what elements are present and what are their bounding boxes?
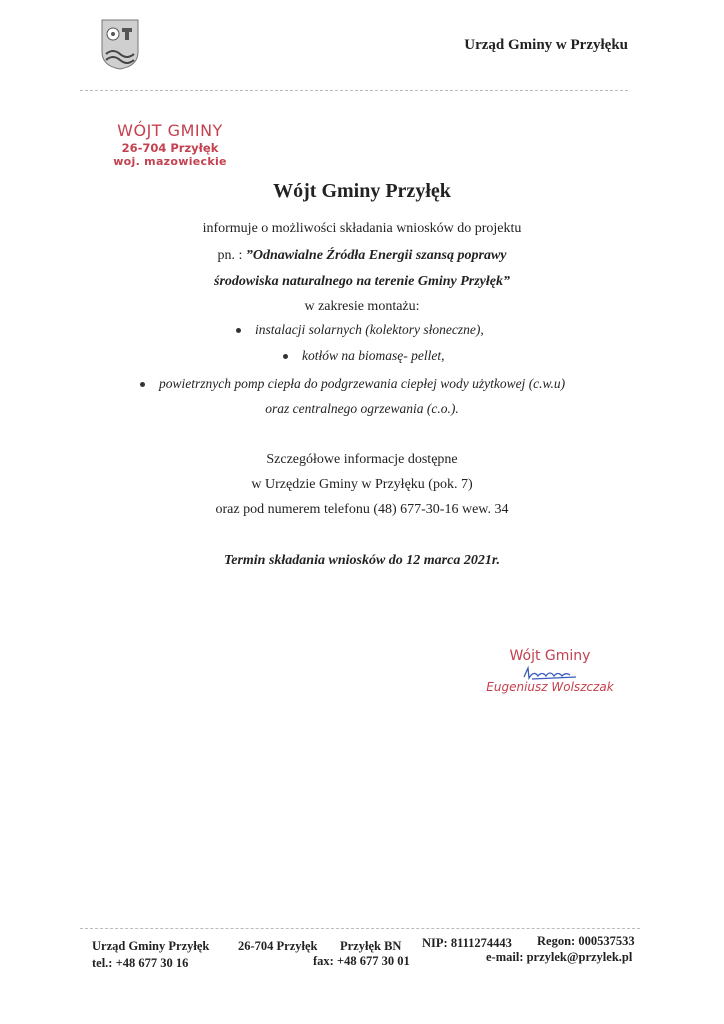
details-line-1: Szczegółowe informacje dostępne <box>266 452 458 467</box>
footer-fax: fax: +48 677 30 01 <box>313 954 410 968</box>
list-item: instalacji solarnych (kolektory słoneczne), <box>236 322 484 338</box>
signatory-name: Eugeniusz Wolszczak <box>486 680 614 694</box>
notice-intro: informuje o możliwości składania wniosków do projektu <box>202 221 522 236</box>
footer-phone: tel.: +48 677 30 16 <box>92 956 189 970</box>
stamp-region: woj. mazowieckie <box>113 155 227 168</box>
list-item: kotłów na biomasę- pellet, <box>283 348 444 364</box>
footer-divider <box>80 928 640 929</box>
footer-org-name: Urząd Gminy Przyłęk <box>92 939 210 953</box>
signature-block <box>460 648 640 694</box>
municipal-crest-icon <box>100 18 140 70</box>
handwritten-signature-icon <box>520 666 580 680</box>
official-stamp <box>90 121 250 168</box>
document-title: Wójt Gminy Przyłęk <box>273 180 451 202</box>
bullet-icon <box>140 382 145 387</box>
project-name-1: ”Odnawialne Źródła Energii szansą poprawy <box>245 248 507 263</box>
list-item: powietrznych pomp ciepła do podgrzewania ciepłej wody użytkowej (c.w.u) <box>140 376 565 392</box>
footer-postal: 26-704 Przyłęk <box>238 939 318 953</box>
details-line-2: w Urzędzie Gminy w Przyłęku (pok. 7) <box>251 477 473 492</box>
footer-email: e-mail: przylek@przylek.pl <box>486 950 633 964</box>
footer-bank: Przyłęk BN <box>340 939 402 953</box>
stamp-title: WÓJT GMINY <box>117 121 223 140</box>
signature-title: Wójt Gminy <box>509 648 591 664</box>
stamp-postal: 26-704 Przyłęk <box>121 141 219 155</box>
header-organization: Urząd Gminy w Przyłęku <box>464 37 628 53</box>
details-line-3: oraz pod numerem telefonu (48) 677-30-16 wew. 34 <box>215 502 509 517</box>
project-name-line-2: środowiska naturalnego na terenie Gminy Przyłęk” <box>214 274 510 289</box>
footer-nip: NIP: 8111274443 <box>422 936 512 950</box>
bullet-icon <box>283 354 288 359</box>
project-prefix: pn. : <box>217 248 246 263</box>
bullet-icon <box>236 328 241 333</box>
project-name-line-1 <box>0 248 724 264</box>
footer-regon: Regon: 000537533 <box>537 934 635 948</box>
list-item-continuation: oraz centralnego ogrzewania (c.o.). <box>265 401 459 416</box>
header-divider <box>80 90 628 91</box>
deadline: Termin składania wniosków do 12 marca 2021r. <box>223 553 501 568</box>
scope-intro: w zakresie montażu: <box>304 299 420 314</box>
